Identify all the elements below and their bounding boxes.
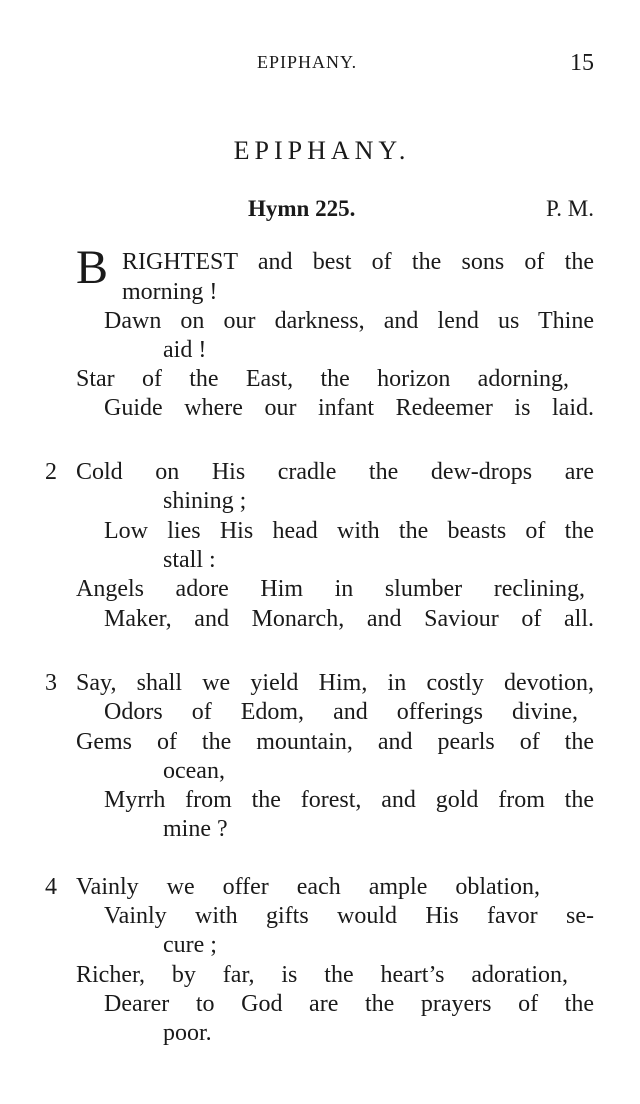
verse-line: Star of the East, the horizon adorning, [76, 366, 569, 392]
verse-line: Vainly we offer each ample oblation, [76, 874, 540, 900]
verse-line: Vainly with gifts would His favor se- [104, 903, 594, 929]
hymn-meter: P. M. [546, 196, 594, 221]
stanza-number: 2 [45, 459, 57, 485]
verse-line: Myrrh from the forest, and gold from the [104, 787, 594, 813]
verse-line: Cold on His cradle the dew-drops are [76, 459, 594, 485]
verse-line: Odors of Edom, and offerings divine, [104, 699, 578, 725]
running-head: EPIPHANY. [257, 52, 358, 72]
verse-line: stall : [163, 547, 216, 573]
stanza-number: 3 [45, 670, 57, 696]
verse-line: poor. [163, 1020, 212, 1046]
verse-line: shining ; [163, 488, 247, 514]
verse-line: Maker, and Monarch, and Saviour of all. [104, 606, 594, 632]
verse-line: morning ! [122, 279, 218, 305]
verse-line: Richer, by far, is the heart’s adoration, [76, 962, 568, 988]
verse-line: Dawn on our darkness, and lend us Thine [104, 308, 594, 334]
section-title: EPIPHANY. [233, 136, 411, 165]
verse-line: Gems of the mountain, and pearls of the [76, 729, 594, 755]
page-number: 15 [570, 50, 594, 76]
hymn-title: Hymn 225. [248, 196, 356, 221]
verse-line: mine ? [163, 816, 228, 842]
verse-line: Say, shall we yield Him, in costly devotion, [76, 670, 594, 696]
verse-line: cure ; [163, 932, 217, 958]
verse-line: Angels adore Him in slumber reclining, [76, 576, 585, 602]
verse-line: Guide where our infant Redeemer is laid. [104, 395, 594, 421]
stanza-number: 4 [45, 874, 57, 900]
verse-line: ocean, [163, 758, 225, 784]
verse-line: Dearer to God are the prayers of the [104, 991, 594, 1017]
verse-line: Low lies His head with the beasts of the [104, 518, 594, 544]
verse-line: aid ! [163, 337, 207, 363]
verse-line: RIGHTEST and best of the sons of the [122, 249, 594, 275]
drop-cap: B [76, 241, 109, 294]
